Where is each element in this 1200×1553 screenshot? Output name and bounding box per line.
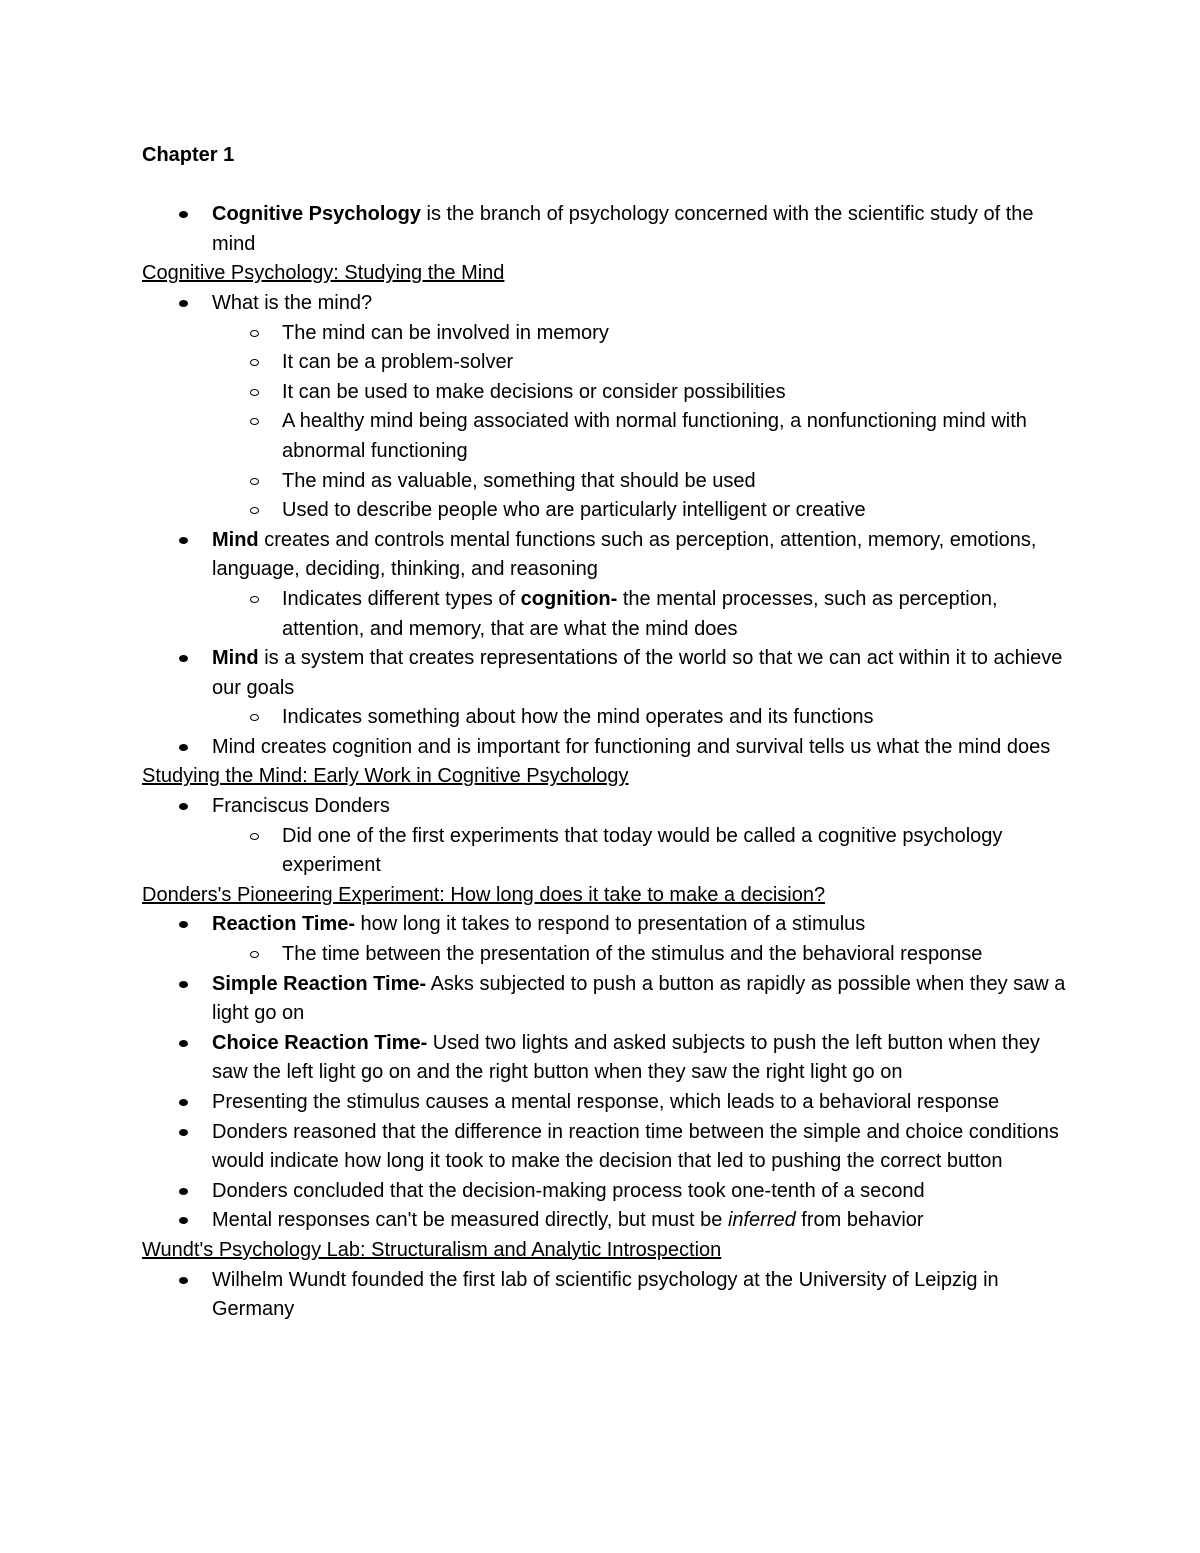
item-text: Donders reasoned that the difference in reaction time between the simple and choice conditions would indicate how long it took to make the decision that led to pushing the correct button <box>212 1120 1059 1173</box>
item-text: Indicates something about how the mind operates and its functions <box>282 706 874 729</box>
sub-list-item <box>212 467 1072 497</box>
list-item <box>142 1266 1072 1325</box>
sub-list <box>212 822 1072 881</box>
bullet-disc-icon <box>179 655 188 662</box>
item-text: Donders concluded that the decision-making process took one-tenth of a second <box>212 1179 925 1202</box>
bullet-circle-icon <box>250 359 259 366</box>
item-text: Used two lights and asked subjects to push the left button when they saw the left light go on and the right button when they saw the right light go on <box>212 1031 1040 1084</box>
chapter-title: Chapter 1 <box>142 144 235 166</box>
term-bold: Choice Reaction Time- <box>212 1031 428 1054</box>
item-text: how long it takes to respond to presentation of a stimulus <box>355 913 866 936</box>
spacer <box>142 171 1072 201</box>
sub-list-item <box>212 348 1072 378</box>
sub-list-item <box>212 822 1072 881</box>
section-list <box>142 289 1072 763</box>
section-heading: Studying the Mind: Early Work in Cognitive Psychology <box>142 765 629 788</box>
list-item <box>142 526 1072 644</box>
bullet-disc-icon <box>179 981 188 988</box>
item-text: The mind can be involved in memory <box>282 321 609 344</box>
bullet-circle-icon <box>250 330 259 337</box>
sub-list <box>212 585 1072 644</box>
item-text: Presenting the stimulus causes a mental response, which leads to a behavioral response <box>212 1091 1000 1113</box>
bullet-circle-icon <box>250 418 259 425</box>
bullet-disc-icon <box>179 803 188 810</box>
sub-list <box>212 940 1072 970</box>
list-item <box>142 644 1072 733</box>
sub-list <box>212 703 1072 733</box>
document-body <box>142 141 1072 1325</box>
section-heading: Cognitive Psychology: Studying the Mind <box>142 262 505 285</box>
bullet-circle-icon <box>250 507 259 514</box>
item-text: Mind creates cognition and is important for functioning and survival tells us what the mind does <box>212 735 1051 758</box>
sub-list <box>212 319 1072 526</box>
item-text: the mental processes, such as perception, attention, and memory, that are what the mind does <box>282 587 998 640</box>
term-bold: Reaction Time- <box>212 913 355 936</box>
item-text: Asks subjected to push a button as rapidly as possible when they saw a light go on <box>212 972 1066 1025</box>
bullet-circle-icon <box>250 478 259 485</box>
term-bold: Cognitive Psychology <box>212 203 421 226</box>
list-item <box>142 733 1072 763</box>
item-text: The mind as valuable, something that should be used <box>282 469 756 492</box>
bullet-disc-icon <box>179 1099 188 1106</box>
item-text: Used to describe people who are particularly intelligent or creative <box>282 499 866 522</box>
intro-list <box>142 200 1072 259</box>
bullet-disc-icon <box>179 211 188 218</box>
item-text: Indicates different types of <box>282 587 521 610</box>
list-item <box>142 970 1072 1029</box>
item-text: from behavior <box>795 1209 924 1232</box>
section-list <box>142 1266 1072 1325</box>
bullet-circle-icon <box>250 833 259 840</box>
bullet-disc-icon <box>179 1217 188 1224</box>
sub-list-item <box>212 407 1072 466</box>
list-item <box>142 1177 1072 1207</box>
bullet-disc-icon <box>179 300 188 307</box>
item-text: Mental responses can't be measured directly, but must be <box>212 1209 728 1232</box>
list-item <box>142 1118 1072 1177</box>
item-text: The time between the presentation of the stimulus and the behavioral response <box>282 943 983 966</box>
term-bold: Mind <box>212 528 259 551</box>
sub-list-item <box>212 940 1072 970</box>
item-text: Wilhelm Wundt founded the first lab of scientific psychology at the University of Leipzig in Germany <box>212 1268 999 1321</box>
list-item <box>142 1029 1072 1088</box>
item-text: It can be a problem-solver <box>282 351 514 374</box>
list-item <box>142 910 1072 969</box>
list-item <box>142 200 1072 259</box>
list-item <box>142 1088 1072 1118</box>
term-italic: inferred <box>727 1209 796 1232</box>
bullet-disc-icon <box>179 744 188 751</box>
sub-list-item <box>212 319 1072 349</box>
term-bold: Mind <box>212 647 259 670</box>
bullet-disc-icon <box>179 921 188 928</box>
bullet-disc-icon <box>179 1188 188 1195</box>
item-text: Franciscus Donders <box>212 795 390 818</box>
sub-list-item <box>212 585 1072 644</box>
section-heading: Wundt's Psychology Lab: Structuralism and Analytic Introspection <box>142 1238 722 1261</box>
item-text: is a system that creates representations of the world so that we can act within it to achieve our goals <box>212 647 1063 699</box>
item-text: creates and controls mental functions such as perception, attention, memory, emotions, language, deciding, thinking, and reasoning <box>212 528 1037 581</box>
item-text: is the branch of psychology concerned with the scientific study of the mind <box>212 203 1034 255</box>
bullet-circle-icon <box>250 714 259 721</box>
item-text: A healthy mind being associated with normal functioning, a nonfunctioning mind with abnormal functioning <box>282 410 1027 462</box>
section-heading: Donders's Pioneering Experiment: How long does it take to make a decision? <box>142 883 826 906</box>
section-list <box>142 910 1072 1236</box>
item-text: What is the mind? <box>212 291 373 314</box>
bullet-disc-icon <box>179 1277 188 1284</box>
sub-list-item <box>212 378 1072 408</box>
term-bold: Simple Reaction Time- <box>212 972 427 995</box>
item-text: It can be used to make decisions or consider possibilities <box>282 380 786 403</box>
sub-list-item <box>212 496 1072 526</box>
bullet-circle-icon <box>250 389 259 396</box>
bullet-disc-icon <box>179 1040 188 1047</box>
term-bold: cognition- <box>520 587 618 610</box>
list-item <box>142 1206 1072 1236</box>
sub-list-item <box>212 703 1072 733</box>
list-item <box>142 289 1072 526</box>
item-text: Did one of the first experiments that today would be called a cognitive psychology experiment <box>282 824 1003 877</box>
bullet-circle-icon <box>250 951 259 958</box>
section-list <box>142 792 1072 881</box>
bullet-disc-icon <box>179 1129 188 1136</box>
bullet-circle-icon <box>250 596 259 603</box>
list-item <box>142 792 1072 881</box>
bullet-disc-icon <box>179 537 188 544</box>
